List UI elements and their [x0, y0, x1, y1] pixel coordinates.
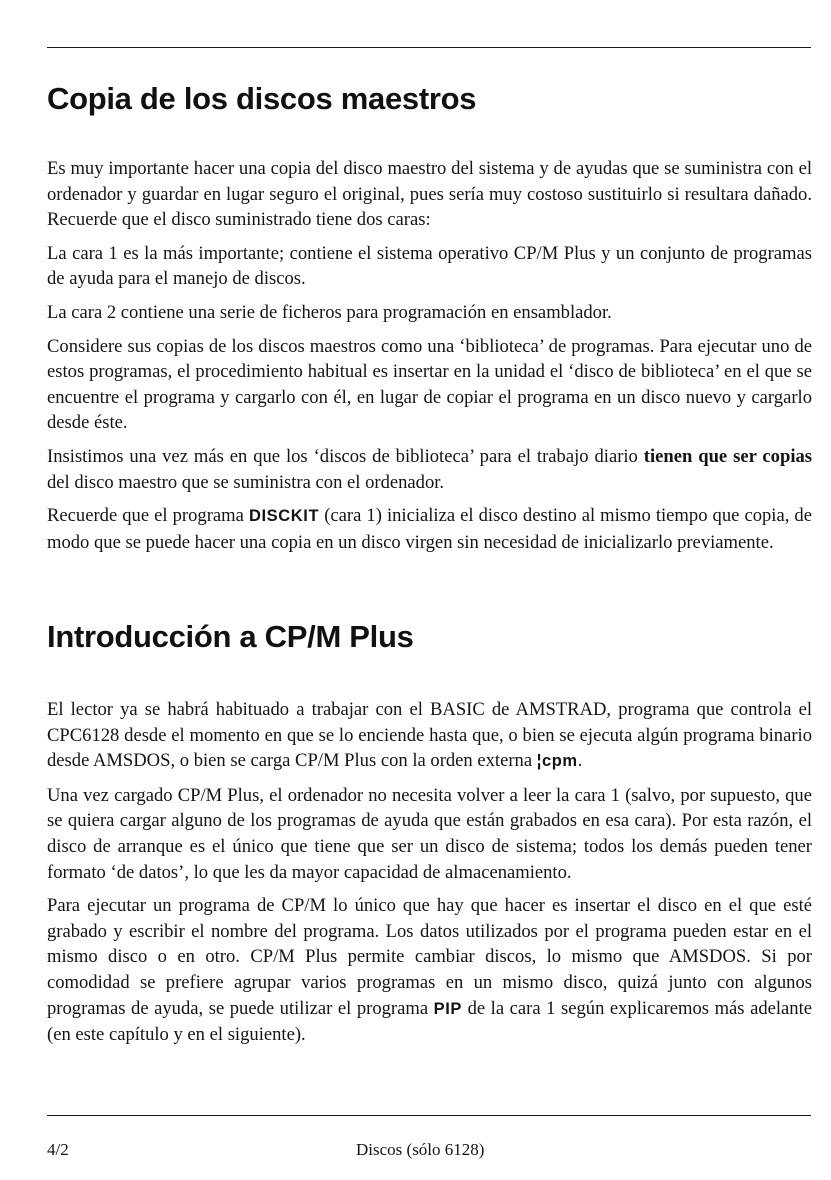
page-number: 4/2 [47, 1140, 69, 1159]
command-cpm: ¦cpm [536, 752, 578, 771]
section-cpm-body [47, 697, 812, 1056]
top-rule [47, 47, 811, 48]
paragraph: La cara 2 contiene una serie de ficheros para programación en ensamblador. [47, 301, 612, 323]
paragraph [47, 893, 812, 1048]
section-copia-body [47, 156, 812, 563]
running-title: Discos (sólo 6128) [356, 1140, 485, 1159]
bottom-rule [47, 1115, 811, 1116]
section-heading-cpm: Introducción a CP/M Plus [47, 619, 414, 654]
paragraph: Considere sus copias de los discos maestros como una ‘biblioteca’ de programas. Para ejecutar uno de estos programas, el procedimiento habitual es insertar en la unidad el ‘disco de biblioteca’ en el que se encuentre el programa y cargarlo con él, en lugar de copiar el programa en un disco nuevo y cargarlo desde éste. [47, 335, 812, 434]
paragraph [47, 503, 812, 555]
paragraph-text: . [577, 750, 583, 772]
program-name-disckit: DISCKIT [248, 507, 320, 526]
program-name-pip: PIP [433, 999, 463, 1018]
paragraph: Una vez cargado CP/M Plus, el ordenador no necesita volver a leer la cara 1 (salvo, por supuesto, que se quiera cargar alguno de los programas de ayuda que están grabados en esa cara). Por esta razón, el disco de arranque es el único que tiene que ser un disco de sistema; todos los demás pueden tener formato ‘de datos’, lo que les da mayor capacidad de almacenamiento. [47, 784, 812, 883]
paragraph-text: (cara 1) inicializa el disco destino al mismo tiempo que copia, de modo que se puede hacer una copia en un disco virgen sin necesidad de inicializarlo previamente. [47, 505, 812, 553]
paragraph: La cara 1 es la más importante; contiene el sistema operativo CP/M Plus y un conjunto de programas de ayuda para el manejo de discos. [47, 242, 812, 290]
paragraph-text: del disco maestro que se suministra con el ordenador. [47, 471, 445, 493]
paragraph-text: Recuerde que el programa [47, 505, 249, 527]
paragraph-text: El lector ya se habrá habituado a trabajar con el BASIC de AMSTRAD, programa que controla el CPC6128 desde el momento en que se lo enciende hasta que, o bien se ejecuta algún programa binario desde AMSDOS, o bien se carga CP/M Plus con la orden externa [47, 699, 812, 772]
paragraph: Es muy importante hacer una copia del disco maestro del sistema y de ayudas que se suministra con el ordenador y guardar en lugar seguro el original, pues sería muy costoso sustituirlo si resultara dañado. Recuerde que el disco suministrado tiene dos caras: [47, 158, 812, 231]
emphasis-text: tienen que ser copias [643, 445, 813, 467]
paragraph [47, 697, 812, 775]
paragraph-text: de la cara 1 según explicaremos más adelante (en este capítulo y en el siguiente). [47, 997, 813, 1046]
paragraph-text: Insistimos una vez más en que los ‘discos de biblioteca’ para el trabajo diario [47, 445, 644, 467]
paragraph-text: Para ejecutar un programa de CP/M lo único que hay que hacer es insertar el disco en el que esté grabado y escribir el nombre del programa. Los datos utilizados por el programa pueden estar en el mismo disco o en otro. CP/M Plus permite cambiar discos, lo mismo que AMSDOS. Si por comodidad se prefiere agrupar varios programas en un mismo disco, quizá junto con algunos programas de ayuda, se puede utilizar el programa [47, 895, 812, 1019]
section-heading-copia: Copia de los discos maestros [47, 81, 477, 116]
paragraph [47, 444, 812, 495]
